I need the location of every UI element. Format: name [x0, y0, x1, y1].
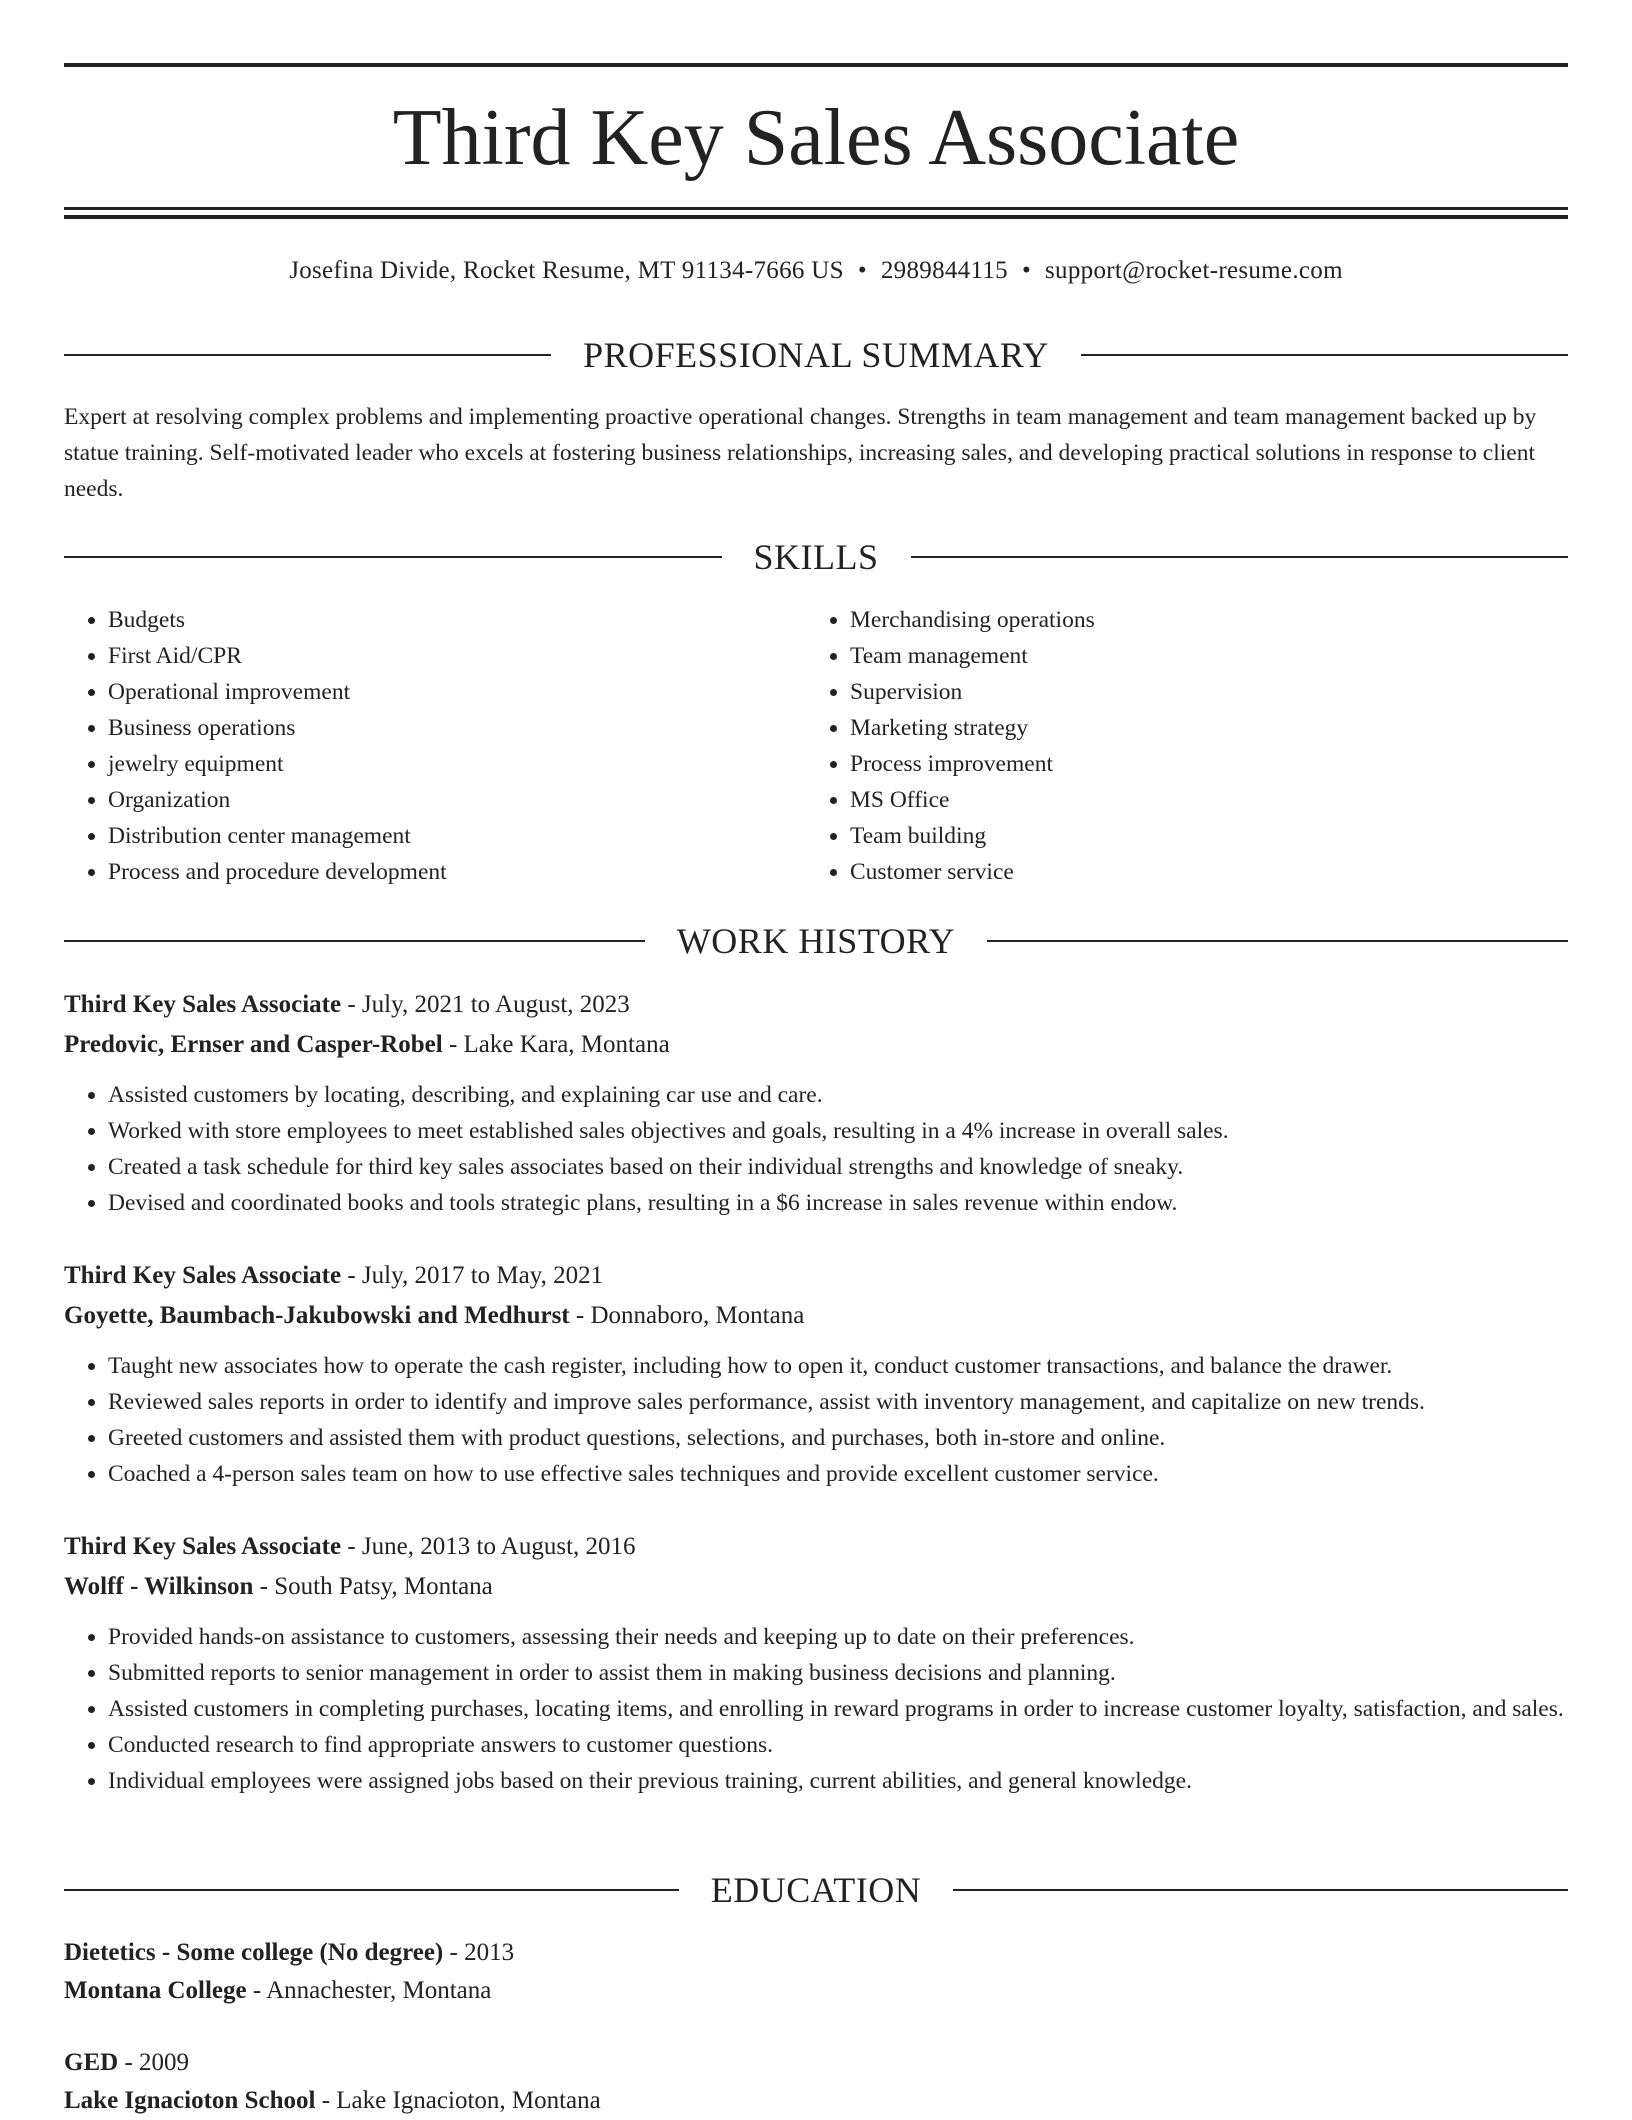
- job-title-line: [64, 1256, 1568, 1296]
- contact-phone: 2989844115: [880, 257, 1008, 284]
- heading-rule-right: [953, 1889, 1568, 1891]
- job-bullet: • Devised and coordinated books and tools strategic plans, resulting in a $6 increase in sales revenue within endow.: [108, 1185, 1568, 1221]
- section-title: EDUCATION: [710, 1870, 922, 1910]
- section-title: WORK HISTORY: [676, 921, 956, 961]
- work-entry: [64, 985, 1568, 1221]
- work-entry: [64, 1527, 1568, 1799]
- job-bullet: • Taught new associates how to operate the cash register, including how to open it, conduct customer transactions, and balance the drawer.: [108, 1348, 1568, 1384]
- skill-item: • Merchandising operations: [850, 602, 1548, 638]
- education-degree-line: [64, 1934, 1568, 1972]
- education-entry: [64, 2044, 1568, 2120]
- job-dates: - June, 2013 to August, 2016: [341, 1533, 636, 1560]
- job-dates: - July, 2017 to May, 2021: [341, 1262, 604, 1289]
- skills-column-left: [64, 602, 806, 890]
- job-bullet: • Conducted research to find appropriate answers to customer questions.: [108, 1727, 1568, 1763]
- work-entry: [64, 1256, 1568, 1492]
- job-bullet: • Coached a 4-person sales team on how to use effective sales techniques and provide excellent customer service.: [108, 1456, 1568, 1492]
- heading-rule-right: [1081, 354, 1568, 356]
- skill-item: • Team building: [850, 818, 1548, 854]
- section-heading-skills: [64, 535, 1568, 579]
- education-location: - Lake Ignacioton, Montana: [315, 2087, 601, 2114]
- job-bullet: • Assisted customers in completing purchases, locating items, and enrolling in reward programs in order to increase customer loyalty, satisfaction, and sales.: [108, 1691, 1568, 1727]
- section-title: PROFESSIONAL SUMMARY: [583, 335, 1049, 375]
- job-title: Third Key Sales Associate: [64, 1533, 342, 1560]
- contact-email: support@rocket-resume.com: [1045, 257, 1343, 284]
- skill-item: • Supervision: [850, 674, 1548, 710]
- heading-rule-left: [64, 940, 645, 942]
- heading-rule-left: [64, 556, 722, 558]
- section-heading-summary: [64, 333, 1568, 377]
- heading-rule-right: [987, 940, 1568, 942]
- skill-item: • Business operations: [108, 710, 806, 746]
- skill-item: • Marketing strategy: [850, 710, 1548, 746]
- education-school: Lake Ignacioton School: [64, 2087, 316, 2114]
- job-bullets: [64, 1619, 1568, 1799]
- job-bullet: • Submitted reports to senior management in order to assist them in making business decisions and planning.: [108, 1655, 1568, 1691]
- job-company-line: [64, 1296, 1568, 1336]
- skill-item: • Budgets: [108, 602, 806, 638]
- job-company: Wolff - Wilkinson: [64, 1573, 254, 1600]
- skill-item: • Team management: [850, 638, 1548, 674]
- job-company-line: [64, 1567, 1568, 1607]
- job-title: Third Key Sales Associate: [64, 991, 342, 1018]
- heading-rule-right: [911, 556, 1569, 558]
- skill-item: • Process and procedure development: [108, 854, 806, 890]
- education-entry: [64, 1934, 1568, 2010]
- skill-item: • jewelry equipment: [108, 746, 806, 782]
- skill-item: • Process improvement: [850, 746, 1548, 782]
- skill-item: • Customer service: [850, 854, 1548, 890]
- education-location: - Annachester, Montana: [246, 1977, 492, 2004]
- job-title: Third Key Sales Associate: [64, 1262, 342, 1289]
- heading-rule-left: [64, 354, 551, 356]
- job-bullet: • Individual employees were assigned jobs based on their previous training, current abilities, and general knowledge.: [108, 1763, 1568, 1799]
- skill-item: • Organization: [108, 782, 806, 818]
- job-bullets: [64, 1077, 1568, 1221]
- section-title: SKILLS: [753, 537, 879, 577]
- contact-line: [64, 254, 1568, 288]
- header-top-rule: [64, 63, 1568, 67]
- professional-summary-text: Expert at resolving complex problems and implementing proactive operational changes. Strengths in team management and team management backed up by statue training. Self-motivated leader who excels at fostering business relationships, increasing sales, and developing practical solutions in response to client needs.: [64, 404, 1537, 502]
- section-heading-work-history: [64, 919, 1568, 963]
- job-bullet: • Provided hands-on assistance to customers, assessing their needs and keeping up to date on their preferences.: [108, 1619, 1568, 1655]
- job-location: - Lake Kara, Montana: [442, 1031, 670, 1058]
- job-company: Predovic, Ernser and Casper-Robel: [64, 1031, 443, 1058]
- job-bullet: • Reviewed sales reports in order to identify and improve sales performance, assist with inventory management, and capitalize on new trends.: [108, 1384, 1568, 1420]
- education-school-line: [64, 1972, 1568, 2010]
- education-degree: GED: [64, 2049, 119, 2076]
- section-heading-education: [64, 1868, 1568, 1912]
- job-bullet: • Greeted customers and assisted them with product questions, selections, and purchases, both in-store and online.: [108, 1420, 1568, 1456]
- education-year: - 2013: [443, 1939, 515, 1966]
- contact-separator: •: [1021, 257, 1032, 284]
- job-company-line: [64, 1025, 1568, 1065]
- job-bullet: • Assisted customers by locating, describing, and explaining car use and care.: [108, 1077, 1568, 1113]
- skill-item: • First Aid/CPR: [108, 638, 806, 674]
- contact-address: Josefina Divide, Rocket Resume, MT 91134-7666 US: [289, 257, 844, 284]
- skill-item: • Distribution center management: [108, 818, 806, 854]
- job-title-line: [64, 985, 1568, 1025]
- job-bullet: • Worked with store employees to meet established sales objectives and goals, resulting in a 4% increase in overall sales.: [108, 1113, 1568, 1149]
- job-location: - Donnaboro, Montana: [569, 1302, 805, 1329]
- skill-item: • MS Office: [850, 782, 1548, 818]
- skills-list: [64, 602, 1568, 890]
- education-school-line: [64, 2082, 1568, 2120]
- contact-separator: •: [857, 257, 867, 284]
- header-double-rule-upper: [64, 207, 1568, 210]
- skill-item: • Operational improvement: [108, 674, 806, 710]
- job-dates: - July, 2021 to August, 2023: [341, 991, 630, 1018]
- skills-column-right: [806, 602, 1548, 890]
- header-double-rule-lower: [64, 215, 1568, 219]
- education-year: - 2009: [118, 2049, 190, 2076]
- resume-name: Third Key Sales Associate: [392, 94, 1240, 182]
- job-bullets: [64, 1348, 1568, 1492]
- job-bullet: • Created a task schedule for third key sales associates based on their individual strengths and knowledge of sneaky.: [108, 1149, 1568, 1185]
- heading-rule-left: [64, 1889, 679, 1891]
- job-location: - South Patsy, Montana: [253, 1573, 493, 1600]
- education-degree-line: [64, 2044, 1568, 2082]
- education-degree: Dietetics - Some college (No degree): [64, 1939, 444, 1966]
- job-company: Goyette, Baumbach-Jakubowski and Medhurst: [64, 1302, 570, 1329]
- education-school: Montana College: [64, 1977, 247, 2004]
- job-title-line: [64, 1527, 1568, 1567]
